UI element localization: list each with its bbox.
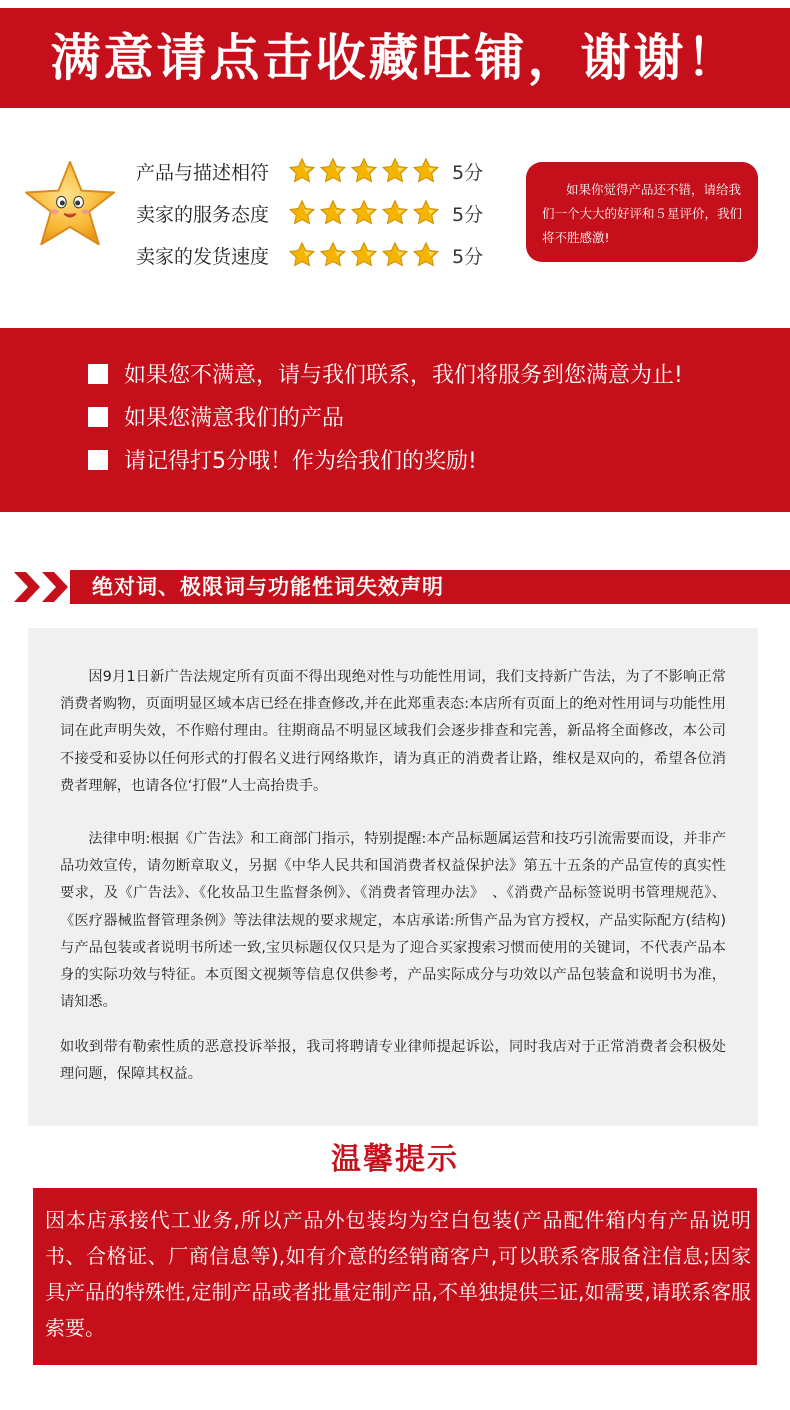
rating-label: 卖家的服务态度	[136, 203, 270, 226]
rating-score: 5分	[452, 203, 484, 226]
star-icon	[288, 199, 316, 227]
rating-row-shipping	[136, 236, 483, 274]
disclaimer-paragraph: 因9月1日新广告法规定所有页面不得出现绝对性与功能性用词，我们支持新广告法，为了不影响正常消费者购物，页面明显区域本店已经在排查修改,并在此郑重表态:本店所有页面上的绝对性用词与功能性用词在此声明失效，不作赔付理由。往期商品不明显区域我们会逐步排查和完善，新品将全面修改，本公司不接受和妥协以任何形式的打假名义进行网络欺诈，请为真正的消费者让路，维权是双向的，希望各位消费者理解，也请各位‘打假”人士高抬贵手。	[60, 669, 726, 794]
commitment-item	[88, 444, 477, 475]
star-mascot-icon	[22, 158, 118, 250]
rating-score: 5分	[452, 161, 484, 184]
top-banner	[0, 8, 790, 108]
commitment-text: 请记得打5分哦！作为给我们的奖励!	[124, 449, 477, 474]
rating-label: 卖家的发货速度	[136, 245, 270, 268]
rating-score: 5分	[452, 245, 484, 268]
star-rating	[288, 199, 440, 227]
commitment-item	[88, 401, 344, 432]
star-icon	[288, 241, 316, 269]
star-icon	[350, 157, 378, 185]
tip-text: 因本店承接代工业务,所以产品外包装均为空白包装(产品配件箱内有产品说明书、合格证、厂商信息等),如有介意的经销商客户,可以联系客服备注信息;因家具产品的特殊性,定制产品或者批量定制产品,不单独提供三证,如需要,请联系客服索要。	[45, 1208, 751, 1340]
complaint-notice-paragraph: 如收到带有勒索性质的恶意投诉举报，我司将聘请专业律师提起诉讼，同时我店对于正常消费者会积极处理问题，保障其权益。	[60, 1039, 726, 1083]
banner-title: 满意请点击收藏旺铺，谢谢！	[50, 29, 740, 87]
section-header	[70, 570, 790, 604]
star-icon	[350, 241, 378, 269]
rating-row-description	[136, 152, 483, 190]
commitment-block	[0, 328, 790, 512]
legal-statement-paragraph: 法律申明:根据《广告法》和工商部门指示，特别提醒:本产品标题属运营和技巧引流需要而设，并非产品功效宣传，请勿断章取义，另据《中华人民共和国消费者权益保护法》第五十五条的产品宣传的真实性要求，及《广告法》、《化妆品卫生监督条例》、《消费者管理办法》 、《消费产品标签说明书管理规范》、《医疗器械监督管理条例》等法律法规的要求规定，本店承诺:所售产品为官方授权，产品实际配方(结构)与产品包装或者说明书所述一致,宝贝标题仅仅只是为了迎合买家搜索习惯而使用的关键词，不代表产品本身的实际功效与特征。本页图文视频等信息仅供参考，产品实际成分与功效以产品包装盒和说明书为准，请知悉。	[60, 831, 726, 1011]
commitment-text: 如果您不满意，请与我们联系，我们将服务到您满意为止!	[124, 363, 683, 388]
star-icon	[412, 157, 440, 185]
commitment-text: 如果您满意我们的产品	[124, 406, 345, 431]
star-icon	[381, 157, 409, 185]
rating-label: 产品与描述相符	[136, 161, 270, 184]
star-icon	[412, 241, 440, 269]
commitment-item	[88, 358, 683, 389]
disclaimer-panel	[28, 628, 758, 1126]
square-bullet-icon	[88, 407, 108, 427]
star-rating	[288, 157, 440, 185]
star-icon	[412, 199, 440, 227]
star-icon	[381, 199, 409, 227]
tip-box	[33, 1188, 757, 1365]
star-icon	[319, 199, 347, 227]
star-rating	[288, 241, 440, 269]
section-title: 绝对词、极限词与功能性词失效声明	[92, 575, 444, 599]
star-icon	[288, 157, 316, 185]
double-chevron-icon	[40, 570, 74, 604]
star-icon	[350, 199, 378, 227]
rating-row-service	[136, 194, 483, 232]
square-bullet-icon	[88, 364, 108, 384]
star-icon	[381, 241, 409, 269]
star-icon	[319, 241, 347, 269]
review-appeal-box: 如果你觉得产品还不错，请给我们一个大大的好评和５星评价，我们将不胜感激!	[526, 162, 758, 262]
square-bullet-icon	[88, 450, 108, 470]
tip-title: 温馨提示	[331, 1142, 459, 1177]
star-icon	[319, 157, 347, 185]
